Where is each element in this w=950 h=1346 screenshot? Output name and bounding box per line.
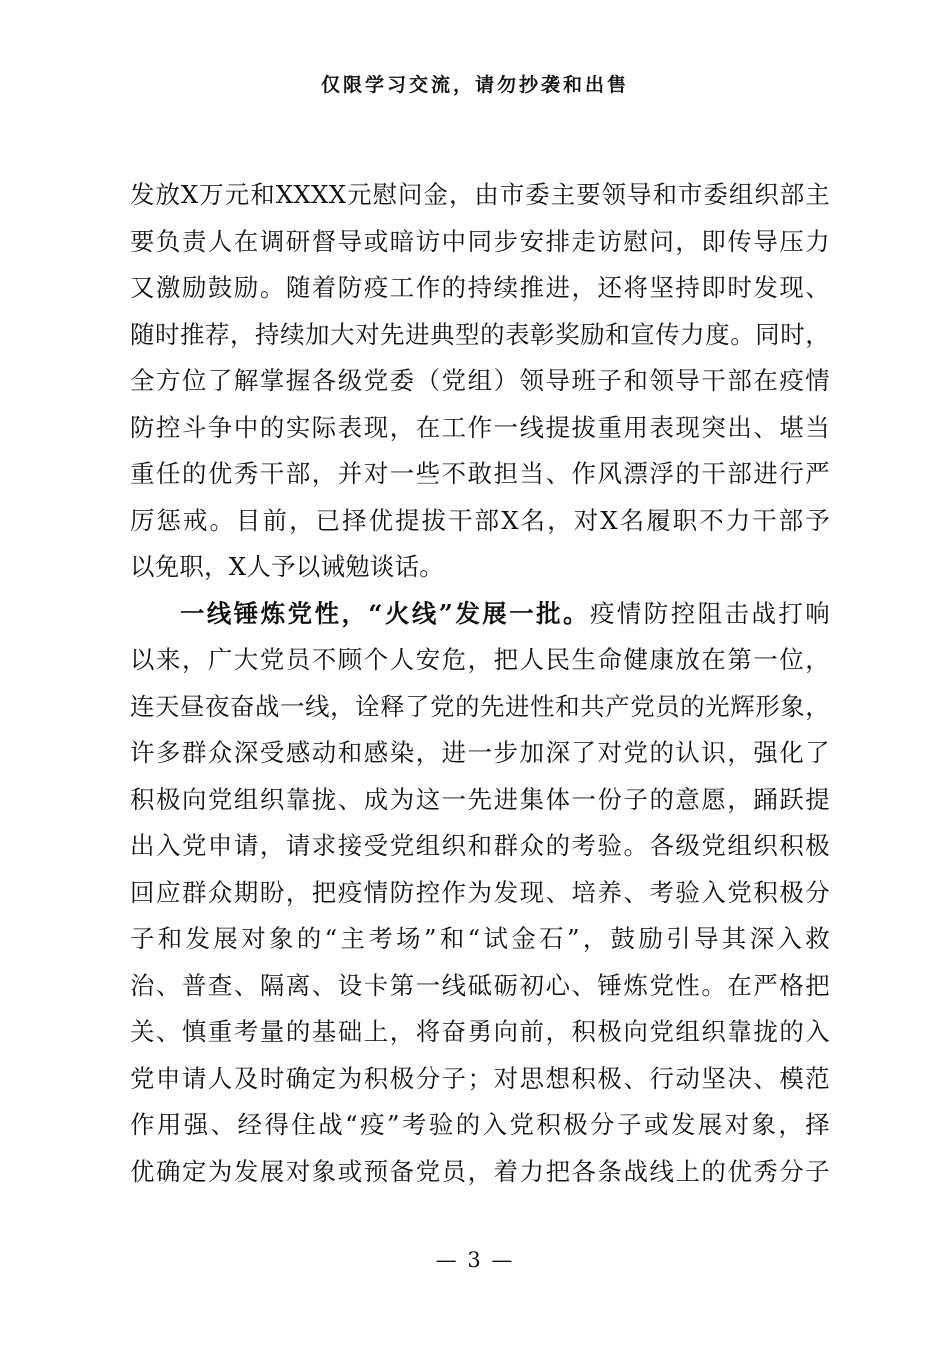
paragraph-line: 以免职，X人予以诫勉谈话。 (130, 552, 444, 581)
paragraph-line: 全方位了解掌握各级党委（党组）领导班子和领导干部在疫情 (130, 366, 830, 395)
paragraph-line: 优确定为发展对象或预备党员，着力把各条战线上的优秀分子 (130, 1156, 830, 1186)
paragraph-line: 厉惩戒。目前，已择优提拔干部X名，对X名履职不力干部予 (130, 505, 830, 535)
paragraph-line: 重任的优秀干部，并对一些不敢担当、作风漂浮的干部进行严 (130, 459, 830, 488)
paragraph-first-line (130, 591, 830, 638)
paragraph-line: 党申请人及时确定为积极分子；对思想积极、行动坚决、模范 (130, 1063, 830, 1093)
paragraph-line: 发放X万元和XXXX元慰问金，由市委主要领导和市委组织部主 (130, 180, 830, 209)
paragraph-line: 作用强、经得住战“疫”考验的入党积极分子或发展对象，择 (130, 1110, 830, 1139)
paragraph-line: 随时推荐，持续加大对先进典型的表彰奖励和宣传力度。同时， (130, 319, 830, 349)
paragraph-line: 连天昼夜奋战一线，诠释了党的先进性和共产党员的光辉形象， (130, 691, 830, 721)
paragraph-line: 防控斗争中的实际表现，在工作一线提拔重用表现突出、堪当 (130, 412, 830, 442)
paragraph-line: 许多群众深受感动和感染，进一步加深了对党的认识，强化了 (130, 738, 830, 767)
paragraph-line: 治、普查、隔离、设卡第一线砥砺初心、锤炼党性。在严格把 (130, 970, 830, 1000)
paragraph-line: 积极向党组织靠拢、成为这一先进集体一份子的意愿，踊跃提 (130, 784, 830, 814)
header-notice: 仅限学习交流，请勿抄袭和出售 (320, 74, 629, 96)
paragraph-line-rest: 疫情防控阻击战打响 (589, 598, 830, 628)
paragraph-line: 又激励鼓励。随着防疫工作的持续推进，还将坚持即时发现、 (130, 273, 830, 302)
paragraph-line: 子和发展对象的“主考场”和“试金石”，鼓励引导其深入救 (130, 924, 830, 953)
paragraph-line: 出入党申请，请求接受党组织和群众的考验。各级党组织积极 (130, 831, 830, 860)
paragraph-lead-heading: 一线锤炼党性，“火线”发展一批。 (180, 598, 590, 628)
paragraph-line: 回应群众期盼，把疫情防控作为发现、培养、考验入党积极分 (130, 877, 830, 907)
page-number: — 3 — (435, 1248, 515, 1272)
paragraph-line: 关、慎重考量的基础上，将奋勇向前，积极向党组织靠拢的入 (130, 1017, 830, 1046)
paragraph-line: 以来，广大党员不顾个人安危，把人民生命健康放在第一位， (130, 645, 830, 674)
paragraph-line: 要负责人在调研督导或暗访中同步安排走访慰问，即传导压力 (130, 226, 830, 256)
body-text (130, 172, 830, 1195)
